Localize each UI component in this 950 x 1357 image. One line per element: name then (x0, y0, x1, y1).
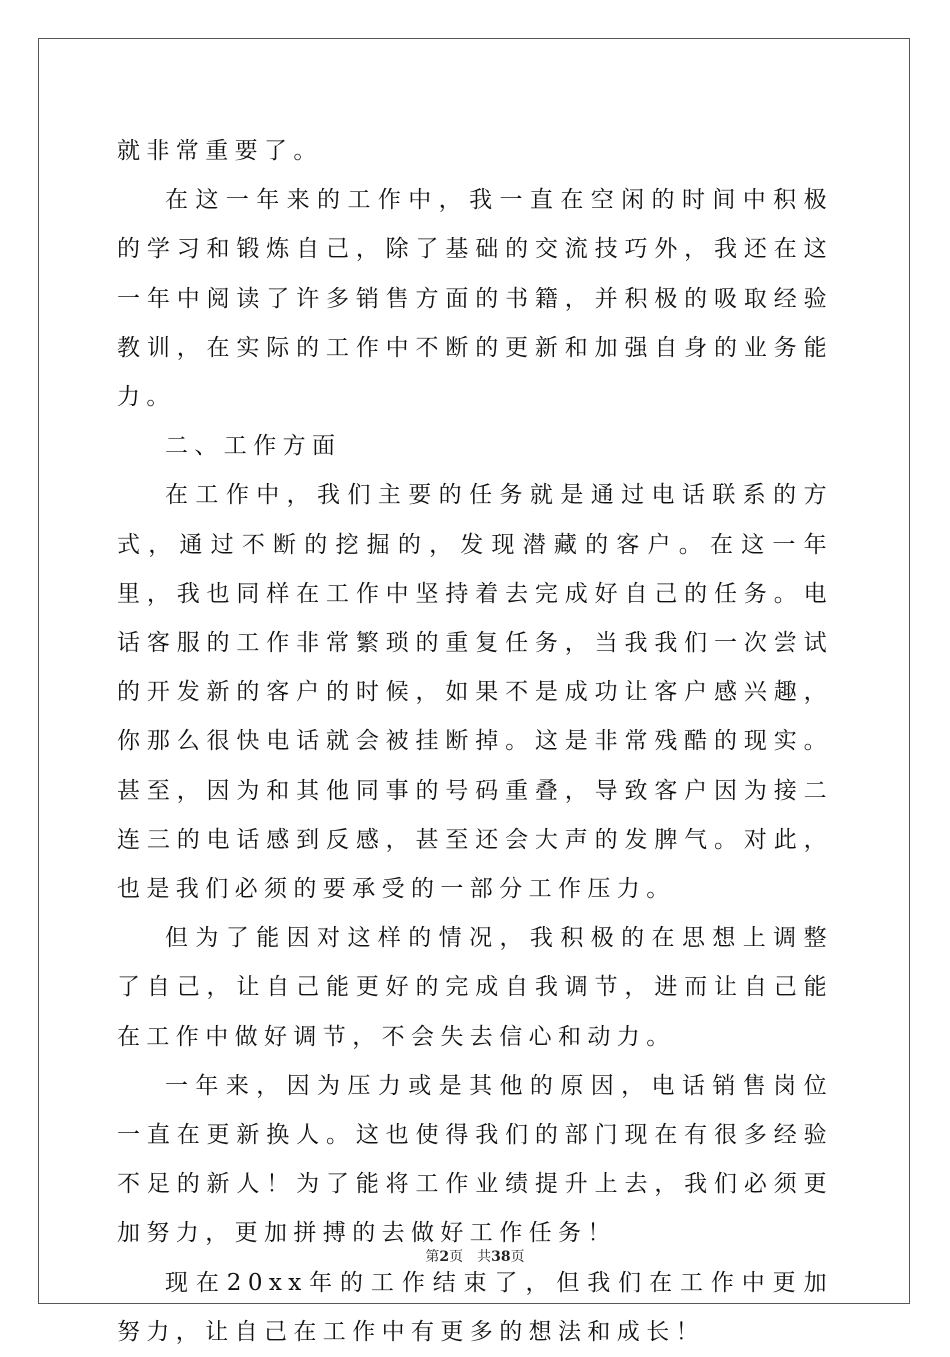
page-suffix: 页 (449, 1249, 464, 1265)
paragraph-5: 一年来，因为压力或是其他的原因，电话销售岗位一直在更新换人。这也使得我们的部门现在有很多经验不足的新人！为了能将工作业绩提升上去，我们必须更加努力，更加拼搏的去做好工作任务！ (117, 1072, 833, 1247)
page-prefix: 第 (425, 1249, 440, 1265)
total-suffix: 页 (510, 1249, 525, 1265)
page-number: 2 (439, 1249, 450, 1265)
total-pages: 38 (491, 1249, 511, 1265)
total-prefix: 共 (477, 1249, 492, 1265)
paragraph-6: 现在20xx年的工作结束了，但我们在工作中更加努力，让自己在工作中有更多的想法和成长！ (117, 1269, 833, 1345)
section-heading: 二、工作方面 (165, 433, 342, 460)
paragraph-2: 在这一年来的工作中，我一直在空闲的时间中积极的学习和锻炼自己，除了基础的交流技巧外，我还在这一年中阅读了许多销售方面的书籍，并积极的吸取经验教训，在实际的工作中不断的更新和加强自身的业务能力。 (117, 187, 833, 411)
paragraph-1: 就非常重要了。 (117, 138, 323, 164)
paragraph-4: 但为了能因对这样的情况，我积极的在思想上调整了自己，让自己能更好的完成自我调节，进而让自己能在工作中做好调节，不会失去信心和动力。 (117, 925, 833, 1050)
page-footer (0, 1246, 950, 1266)
document-body (117, 127, 833, 1357)
paragraph-3: 在工作中，我们主要的任务就是通过电话联系的方式，通过不断的挖掘的，发现潜藏的客户。在这一年里，我也同样在工作中坚持着去完成好自己的任务。电话客服的工作非常繁琐的重复任务，当我我们一次尝试的开发新的客户的时候，如果不是成功让客户感兴趣，你那么很快电话就会被挂断掉。这是非常残酷的现实。甚至，因为和其他同事的号码重叠，导致客户因为接二连三的电话感到反感，甚至还会大声的发脾气。对此，也是我们必须的要承受的一部分工作压力。 (117, 482, 833, 903)
